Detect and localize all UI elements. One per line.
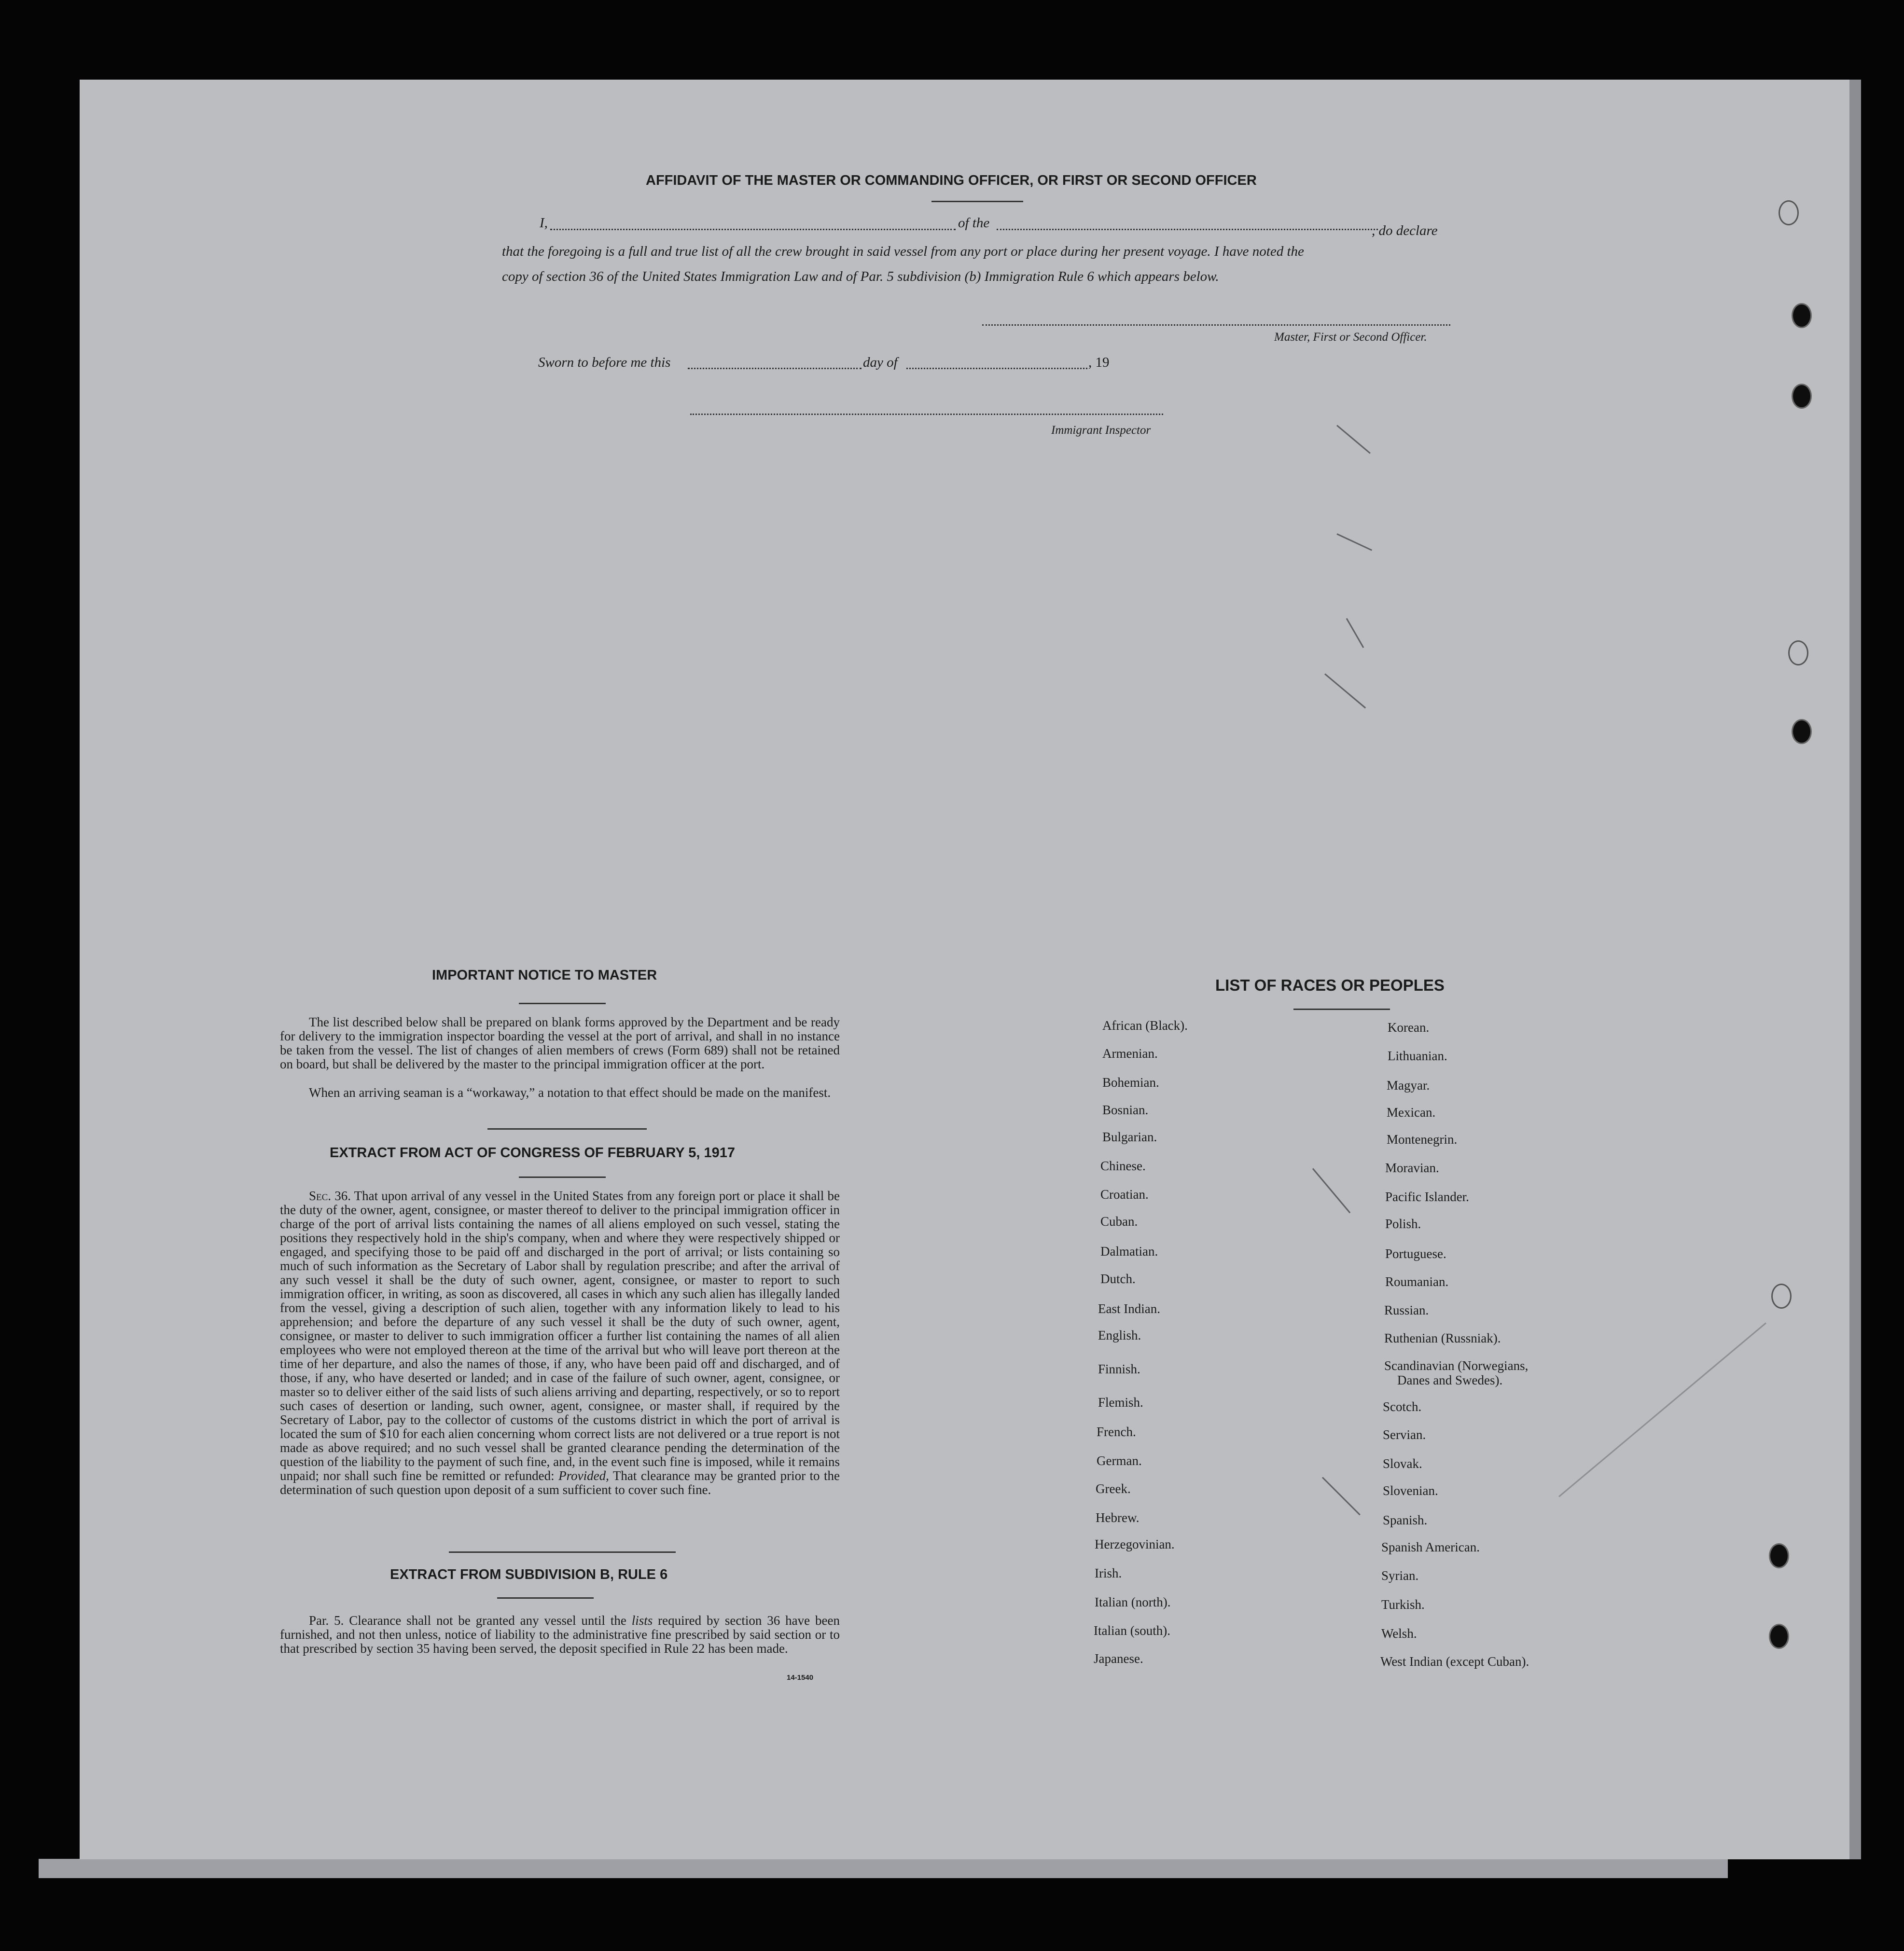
sworn-day-blank	[688, 368, 862, 369]
punch-hole	[1771, 1284, 1792, 1309]
race-right-item: Ruthenian (Russniak).	[1384, 1331, 1501, 1345]
race-right-item: Mexican.	[1387, 1105, 1436, 1120]
race-right-item: Slovak.	[1383, 1456, 1422, 1471]
race-right-item: Scandinavian (Norwegians,	[1384, 1358, 1529, 1373]
race-right-item: Danes and Swedes).	[1397, 1373, 1503, 1387]
race-left-item: German.	[1097, 1453, 1142, 1468]
master-signature-line	[982, 324, 1450, 326]
sworn-month-blank	[906, 368, 1087, 369]
document-page	[80, 80, 1849, 1859]
section-divider	[449, 1551, 676, 1553]
race-left-item: Dutch.	[1100, 1272, 1136, 1286]
race-left-item: English.	[1098, 1328, 1141, 1342]
name-blank-line	[550, 229, 956, 230]
race-right-item: Montenegrin.	[1387, 1132, 1458, 1147]
provided-label: Provided,	[558, 1468, 609, 1483]
section-36-label: Sec. 36.	[309, 1189, 351, 1203]
race-left-item: French.	[1097, 1425, 1136, 1439]
race-left-item: Hebrew.	[1096, 1510, 1140, 1525]
lists-word: lists	[631, 1613, 653, 1628]
races-title-rule	[1293, 1009, 1390, 1010]
form-number: 14-1540	[787, 1674, 814, 1682]
extract-act-title-rule	[519, 1176, 606, 1178]
race-right-item: Pacific Islander.	[1385, 1190, 1469, 1204]
race-right-item: Servian.	[1383, 1427, 1426, 1442]
race-right-item: West Indian (except Cuban).	[1380, 1654, 1529, 1669]
section-36-text	[280, 1189, 840, 1497]
race-left-item: Flemish.	[1098, 1395, 1143, 1410]
race-right-item: Korean.	[1388, 1020, 1430, 1035]
section-divider	[487, 1128, 647, 1130]
race-right-item: Scotch.	[1383, 1399, 1422, 1414]
punch-hole	[1769, 1624, 1789, 1649]
day-of-label: day of	[863, 355, 898, 370]
punch-hole	[1792, 384, 1812, 409]
race-left-item: Finnish.	[1098, 1362, 1140, 1376]
master-signature-label: Master, First or Second Officer.	[1274, 331, 1427, 344]
notice-paragraph-1: The list described below shall be prepared on blank forms approved by the Department and be ready for delivery to the immigration inspector boarding the vessel at the port of arrival, and shall in no instance be taken from the vessel. The list of changes of alien members of crews (Form 689) shall not be retained on board, but shall be delivered by the master to the principal immigration officer at the port.	[280, 1015, 840, 1071]
race-left-item: Bohemian.	[1102, 1075, 1159, 1090]
notice-paragraph-2: When an arriving seaman is a “workaway,” a notation to that effect should be made on the manifest.	[309, 1085, 831, 1100]
race-left-item: Armenian.	[1102, 1046, 1158, 1061]
section-36-proviso: That clearance may be granted prior to the determination of such question upon deposit of a sum sufficient to cover such fine.	[280, 1468, 840, 1497]
race-right-item: Syrian.	[1381, 1568, 1419, 1583]
race-left-item: Italian (north).	[1095, 1595, 1171, 1609]
race-right-item: Portuguese.	[1385, 1246, 1446, 1261]
extract-rule-title: EXTRACT FROM SUBDIVISION B, RULE 6	[390, 1567, 668, 1582]
race-right-item: Moravian.	[1385, 1161, 1439, 1175]
race-right-item: Welsh.	[1381, 1626, 1417, 1641]
underlying-page-edge	[39, 1859, 1728, 1878]
race-right-item: Polish.	[1385, 1217, 1421, 1231]
notice-title-rule	[519, 1003, 606, 1004]
race-left-item: Irish.	[1095, 1566, 1122, 1580]
race-right-item: Roumanian.	[1385, 1274, 1449, 1289]
race-right-item: Spanish American.	[1381, 1540, 1480, 1554]
section-36-body: That upon arrival of any vessel in the United States from any foreign port or place it shall be the duty of the owner, agent, consignee, or master thereof to deliver to the principal immigration officer in charge of the port of arrival lists containing the names of all aliens employed on such vessel, stating the positions they respectively hold in the ship's company, when and where they were respectively shipped or engaged, and specifying those to be paid off and discharged in the port of arrival; or lists containing so much of such information as the Secretary of Labor shall by regulation prescribe; and after the arrival of any such vessel it shall be the duty of such owner, agent, consignee, or master to report to such immigration officer, in writing, as soon as discovered, all cases in which any such alien has illegally landed from the vessel, giving a description of such alien, together with any information likely to lead to his apprehension; and before the departure of any such vessel it shall be the duty of such owner, agent, consignee, or master to deliver to such immigration officer a further list containing the names of all alien employees who were not employed thereon at the time of the arrival but who will leave port thereon at the time of her departure, and also the names of those, if any, who have been paid off and discharged, and of those, if any, who have deserted or landed; and in case of the failure of such owner, agent, consignee, or master so to deliver either of the said lists of such aliens arriving and departing, respectively, or so to report such cases of desertion or landing, such owner, agent, consignee, or master shall, if required by the Secretary of Labor, pay to the collector of customs of the customs district in which the port of arrival is located the sum of $10 for each alien concerning whom correct lists are not delivered or a true report is not made as above required; and no such vessel shall be granted clearance pending the determination of the question of the liability to the payment of such fine, and, in the event such fine is imposed, while it remains unpaid; nor shall such fine be remitted or refunded:	[280, 1189, 840, 1483]
year-prefix: , 19	[1088, 355, 1110, 370]
race-left-item: Herzegovinian.	[1095, 1537, 1175, 1551]
paragraph-5-text	[280, 1614, 840, 1656]
race-right-item: Russian.	[1384, 1303, 1429, 1317]
race-right-item: Spanish.	[1383, 1513, 1428, 1527]
extract-rule-title-rule	[497, 1597, 594, 1599]
race-left-item: Greek.	[1096, 1481, 1131, 1496]
paragraph-5-start: Par. 5. Clearance shall not be granted any vessel until the	[309, 1613, 626, 1628]
affidavit-of-the-label: of the	[958, 215, 990, 231]
races-title: LIST OF RACES OR PEOPLES	[1215, 976, 1445, 994]
page-edge-shadow	[1849, 80, 1861, 1859]
sworn-label: Sworn to before me this	[538, 355, 671, 370]
punch-hole	[1769, 1543, 1789, 1568]
race-right-item: Turkish.	[1381, 1597, 1425, 1612]
race-left-item: East Indian.	[1098, 1301, 1160, 1316]
affidavit-i-label: I,	[540, 215, 548, 231]
race-left-item: Croatian.	[1100, 1187, 1149, 1202]
race-left-item: Japanese.	[1094, 1651, 1143, 1666]
race-left-item: Italian (south).	[1094, 1623, 1170, 1638]
race-left-item: Chinese.	[1100, 1159, 1146, 1173]
vessel-blank-line	[997, 229, 1378, 230]
race-left-item: Cuban.	[1100, 1214, 1138, 1229]
race-right-item: Magyar.	[1387, 1078, 1430, 1093]
race-left-item: Bulgarian.	[1102, 1130, 1157, 1144]
race-left-item: Bosnian.	[1102, 1103, 1149, 1117]
race-right-item: Slovenian.	[1383, 1483, 1438, 1498]
affidavit-title: AFFIDAVIT OF THE MASTER OR COMMANDING OFFICER, OR FIRST OR SECOND OFFICER	[646, 173, 1257, 188]
race-left-item: Dalmatian.	[1100, 1244, 1158, 1259]
affidavit-declare-label: , do declare	[1372, 223, 1438, 238]
inspector-signature-line	[690, 414, 1163, 415]
inspector-label: Immigrant Inspector	[1051, 424, 1151, 437]
affidavit-body-line-1: that the foregoing is a full and true list of all the crew brought in said vessel from any port or place during her present voyage. I have noted the	[502, 244, 1304, 259]
punch-hole	[1788, 640, 1808, 665]
punch-hole	[1779, 200, 1799, 225]
race-left-item: African (Black).	[1102, 1018, 1188, 1033]
punch-hole	[1792, 719, 1812, 744]
race-right-item: Lithuanian.	[1388, 1049, 1447, 1063]
punch-hole	[1792, 303, 1812, 328]
affidavit-body-line-2: copy of section 36 of the United States Immigration Law and of Par. 5 subdivision (b) Immigration Rule 6 which appears below.	[502, 269, 1219, 284]
paragraph-5-end: required by section 36 have been furnished, and not then unless, notice of liability to the administrative fine prescribed by said section or to that prescribed by section 35 having been served, the deposit specified in Rule 22 has been made.	[280, 1613, 840, 1656]
extract-act-title: EXTRACT FROM ACT OF CONGRESS OF FEBRUARY 5, 1917	[330, 1145, 736, 1161]
notice-title: IMPORTANT NOTICE TO MASTER	[432, 968, 657, 983]
affidavit-title-rule	[931, 201, 1023, 202]
